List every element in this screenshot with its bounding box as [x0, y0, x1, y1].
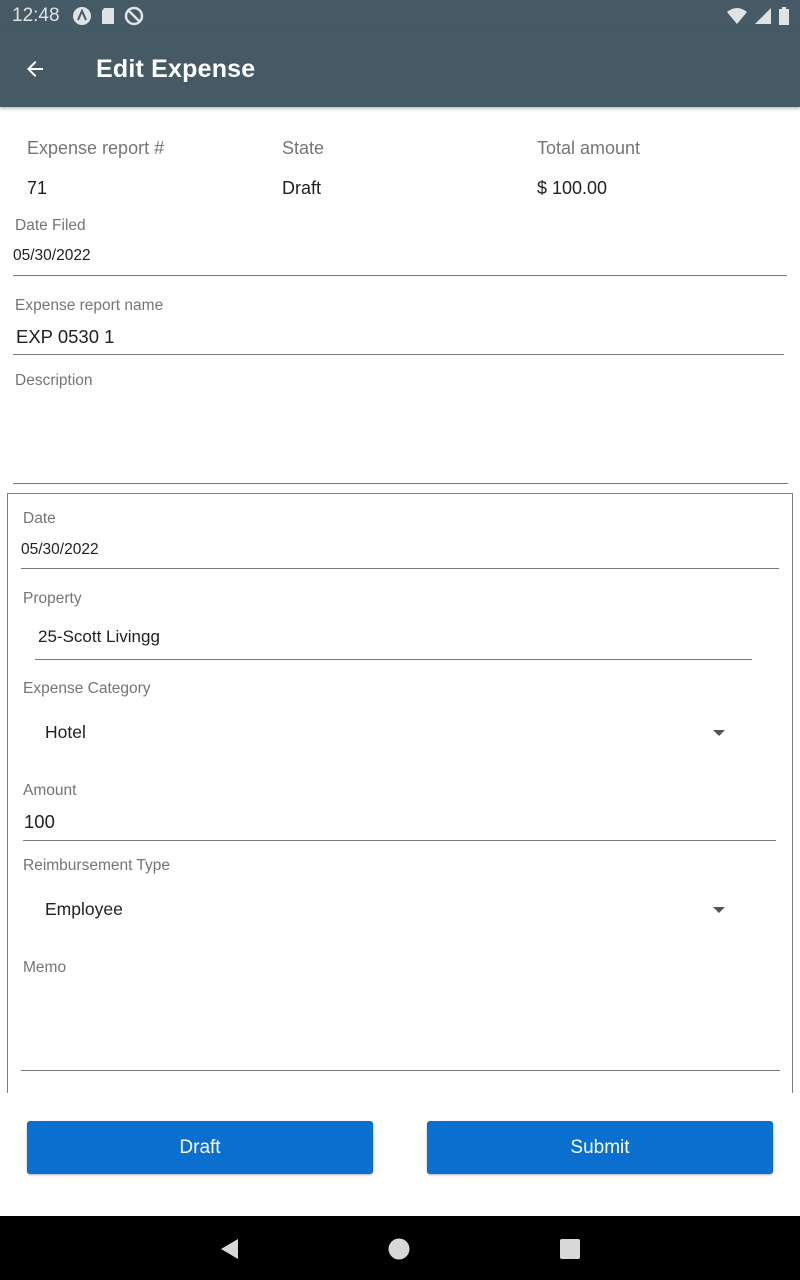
report-number-value: 71 — [27, 178, 48, 198]
signal-icon — [754, 7, 772, 25]
memo-label: Memo — [23, 959, 67, 976]
report-name-field[interactable]: EXP 0530 1 — [16, 326, 115, 347]
property-field[interactable]: 25-Scott Livingg — [38, 627, 160, 646]
status-icons-right — [726, 6, 790, 26]
property-label: Property — [23, 590, 82, 607]
chevron-down-icon — [713, 730, 725, 736]
date-filed-label: Date Filed — [15, 217, 86, 234]
property-underline — [35, 659, 752, 660]
reimbursement-type-value: Employee — [45, 899, 123, 919]
memo-field[interactable] — [21, 984, 780, 1068]
expense-category-dropdown[interactable] — [23, 709, 743, 757]
sync-icon — [124, 6, 144, 26]
expense-category-label: Expense Category — [23, 680, 151, 697]
nav-recents-button[interactable] — [555, 1234, 585, 1264]
amount-underline — [23, 840, 776, 841]
memo-underline — [21, 1070, 780, 1071]
submit-button[interactable]: Submit — [427, 1121, 773, 1174]
nav-recents-icon — [559, 1238, 581, 1260]
item-date-underline — [21, 568, 779, 569]
expense-item-panel — [7, 493, 793, 1113]
total-amount-value: $ 100.00 — [537, 178, 608, 198]
nav-back-button[interactable] — [214, 1234, 244, 1264]
sd-card-icon — [100, 7, 116, 25]
reimbursement-type-dropdown[interactable] — [23, 886, 743, 934]
item-date-field[interactable]: 05/30/2022 — [21, 541, 99, 558]
nav-back-icon — [218, 1237, 240, 1261]
nav-home-icon — [387, 1237, 411, 1261]
nav-home-button[interactable] — [384, 1234, 414, 1264]
status-time: 12:48 — [12, 5, 60, 26]
battery-icon — [778, 6, 790, 26]
description-field[interactable] — [13, 398, 788, 482]
amount-label: Amount — [23, 782, 77, 799]
amount-field[interactable]: 100 — [24, 811, 55, 832]
report-number-label: Expense report # — [27, 138, 165, 158]
description-label: Description — [15, 372, 93, 389]
description-underline — [13, 483, 788, 484]
wifi-icon — [726, 7, 748, 25]
status-icons-left — [72, 6, 144, 26]
state-value: Draft — [282, 178, 322, 198]
chevron-down-icon — [713, 907, 725, 913]
navigation-bar — [0, 1216, 800, 1280]
a-icon — [72, 6, 92, 26]
total-amount-label: Total amount — [537, 138, 641, 158]
date-filed-underline — [13, 275, 787, 276]
reimbursement-type-label: Reimbursement Type — [23, 857, 171, 874]
app-bar — [0, 32, 800, 107]
report-name-label: Expense report name — [15, 297, 164, 314]
status-bar — [0, 0, 800, 32]
date-filed-field[interactable]: 05/30/2022 — [13, 247, 91, 264]
expense-category-value: Hotel — [45, 722, 86, 742]
item-date-label: Date — [23, 510, 56, 527]
page-title: Edit Expense — [96, 55, 256, 83]
arrow-back-icon — [23, 57, 47, 81]
report-name-underline — [13, 354, 784, 355]
draft-button[interactable]: Draft — [27, 1121, 373, 1174]
back-button[interactable] — [14, 49, 56, 89]
state-label: State — [282, 138, 325, 158]
